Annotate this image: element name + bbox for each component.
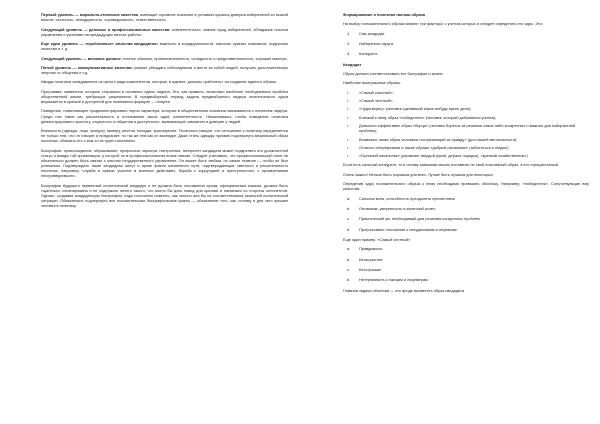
list-item: a. Правдивость (347, 246, 383, 252)
paragraph: Программа, заявления, которые стараются в основных идеях лидера. Это, как правило, несколько наиболее злободневных проблем общественной жизни, требующих разрешения. В предвыборный период задача предвыборного лидера политического курса выражается в краткой и доступной для понимания формуле — лозунге. (41, 88, 288, 104)
list-item: • «Чудотворец» (человек сделавший какое-нибудь яркое дело); (347, 106, 472, 112)
list-item: • Довольно эффективен образ «борца» (человек борется за решение каких-либо конкретных и важных для избирателей проблем); (347, 123, 576, 134)
subheading: Кандидат (343, 61, 362, 67)
list-item: 2. Избиратели округа. (347, 41, 394, 47)
list-item: • «Самый сильный»; (347, 89, 394, 95)
list-item: • Возможен также образ человека «погрязающий за правду» (для нашей ментальности); (347, 136, 518, 142)
list-item: • Близкий к нему образ «победителя» (человек, который добивается успеха); (347, 114, 497, 120)
factors-list (343, 31, 589, 57)
paragraph: Пятый уровень — коммуникативные качества: умение убеждать собеседников и вести за собой людей, получать дополнительную энергию от общения и т.д. (41, 64, 288, 75)
paragraph: Внешность (одежда, лицо, фигура), манеру, жестов, походки, красноречие. Психологи говорят, что отношение к политику определяется не только тем, что он говорит и предлагает, но так же тем как он выглядит. Даже стиль одежды призван подчеркнуть визуальный образ политика, сблизить его с кем-то из групп населения. (41, 128, 288, 144)
winner-qualities-list (343, 196, 589, 232)
paragraph: Образ должен соответствовать его биографии и жизни. (343, 71, 444, 77)
paragraph: Поведение, позволяющее продемонстрировать черты характера, которые в общественном сознании связываются с понятием лидера. Среди них такие как решительность и отстаивание своих идей, компетентность. Немаловажно, чтобы поведение политика демонстрировало простоту, открытость в общении и доступность, вызывающие симпатию и доверие у людей. (41, 108, 288, 124)
list-item: c. Практический ум, необходимый для решения конкретных проблем (347, 216, 480, 222)
section-heading: Формирование и полезная тактика образа (343, 12, 425, 17)
list-item: d. Нетерпимость к лжецам и лицемерам (347, 277, 428, 283)
paragraph: Очень важно! Нельзя быть хорошим для всех. Лучше быть лучшим для некоторых (343, 171, 493, 177)
paragraph: Биография будущего первичный политический кандидат и не должна быть составлена сухим, официальным языком, должна быть тщательно спланирована и не содержать ничего такого, что могло бы дать повод для критики и насмешек со стороны оппонентов. Однако, создавая кандидатскую биографию, надо постоянно помнить, как сильно она бы не соответствовала реальной политической ситуации. Обязательно подчеркнуть все положительные биографические факты — объяснение того, как, почему и для чего пришел человек в политику. (41, 182, 288, 209)
paragraph: Биография: происхождение, образование, профессия, карьера, настроения. Авторитет кандидата может подкрепить его должностной статус и имидж той организации, у которой он в профессиональном плане связан. Следует учитывать, что профессиональный опыт не обязательно должен быть связан с опытом государственного управления. Он может быть любым, но самое главное — чтобы он был успешным. Подтверждать такие кандидаты могут и яркие факты жизненного пути, подтверждающие смелость и решительность политика, например, служба в армии, участие в военных действиях, борьба с коррупцией и преступностью, с проявлениями несправедливости. (41, 147, 288, 179)
image-types-list (343, 90, 589, 159)
paragraph: Главная задача оболочки — это вроде высветить образ кандидата (343, 287, 465, 293)
list-item: a. Сильная воля, способность преодолеть препятствия (347, 195, 455, 201)
paragraph: Наиболее выигрышные образы: (343, 80, 402, 86)
paragraph: Если есть сильный конкурент, то в основу кампании можно поставить не свой позитивный образ, а его отрицательный. (343, 162, 559, 168)
paragraph: Определив ядро положительного образа к нему необходимо привязать оболочку. Например, «победитель». Сопутствующие ему качества: (343, 181, 589, 192)
intro-paragraph: На выбор положительного образа влияют три фактора; с учетом которых и следует определять его ядро. Это: (343, 21, 544, 27)
list-item: • «Самый честный»; (347, 98, 394, 104)
paragraph: Имидж политика складывается из целого ряда компонентов, которые, в идеале, должны «работать» на создание единого образа. (41, 79, 277, 85)
left-column (41, 12, 288, 213)
list-item: • «Орлиный начальник» (управлял твердой рукой, держит порядок), «крепкий хозяйственник») (347, 153, 528, 159)
paragraph: Следующий уровень — деловые и профессиональные качества: компетентность: знание нужд избирателей, обладание опытом управления и успехами на предыдущих местах работы. (41, 26, 288, 37)
right-column (343, 12, 589, 297)
list-item: b. Бескорыстие (347, 256, 383, 262)
paragraph: Первый уровень — морально-этические качества, имеющие огромное значение в условиях кризиса доверия избирателей ко всякой власти: честность, неподкупность, справедливость, ответственность. (41, 12, 288, 23)
list-item: c. Бесстрашие (347, 267, 382, 273)
list-item: b. Оптимизм, уверенность в конечный успех; (347, 206, 436, 211)
paragraph: Еще один пример. «Самый честный» (343, 237, 411, 243)
paragraph: Еще один уровень — «проблемные» качества кандидатов: важность в коридоральности, наличие нужных знакомств, лидерские качества и т. д. (41, 41, 288, 52)
list-item: 3. Конкурент. (347, 51, 379, 57)
list-item: d. Прогрессивно отношение к нехудачникам и неумехам (347, 226, 457, 232)
list-item: 1. Сам кандидат. (347, 30, 386, 36)
honest-qualities-list (343, 246, 589, 282)
list-item: • Отлично популярными и также образы «добрый начальник» (заботиться о людях); (347, 144, 509, 150)
paragraph: Следующий уровень — внешние данные: личное обаяние, привлекательность, солидность и представительность, хорошие манеры. (41, 55, 288, 61)
